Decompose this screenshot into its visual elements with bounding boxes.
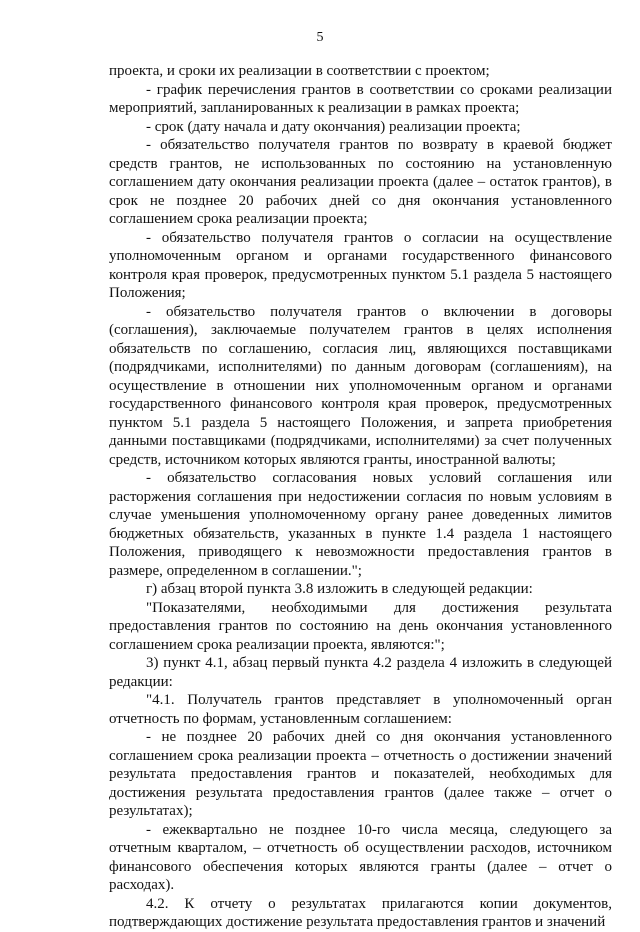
- paragraph: "4.1. Получатель грантов представляет в уполномоченный орган отчетность по формам, установленным соглашением:: [109, 692, 612, 727]
- paragraph: - обязательство получателя грантов о согласии на осуществление уполномоченным органом и органами государственного финансового контроля края проверок, предусмотренных пунктом 5.1 раздела 5 настоящего Положения;: [109, 229, 612, 301]
- page-number: 5: [316, 30, 324, 45]
- paragraph: проекта, и сроки их реализации в соответствии с проектом;: [109, 63, 490, 79]
- document-body: [109, 62, 612, 932]
- paragraph: г) абзац второй пункта 3.8 изложить в следующей редакции:: [146, 581, 533, 597]
- paragraph: - ежеквартально не позднее 10-го числа месяца, следующего за отчетным кварталом, – отчетность об осуществлении расходов, источником финансового обеспечения которых являются гранты (далее – отчет о расходах).: [109, 821, 612, 893]
- paragraph: 3) пункт 4.1, абзац первый пункта 4.2 раздела 4 изложить в следующей редакции:: [109, 655, 612, 690]
- paragraph: "Показателями, необходимыми для достижения результата предоставления грантов по состоянию на день окончания установленного соглашением срока реализации проекта, являются:";: [109, 599, 612, 653]
- paragraph: 4.2. К отчету о результатах прилагаются копии документов, подтверждающих достижение результата предоставления грантов и значений: [109, 895, 612, 930]
- paragraph: - обязательство получателя грантов о включении в договоры (соглашения), заключаемые получателем грантов в целях исполнения обязательств по соглашению, согласия лиц, являющихся поставщиками (подрядчиками, исполнителями) по данным договорам (соглашениям), на осуществление в отношении них уполномоченным органом и органами государственного финансового контроля края проверок, предусмотренных пунктом 5.1 раздела 5 настоящего Положения, и запрета приобретения данными поставщиками (подрядчиками, исполнителями) за счет полученных средств, источником которых являются гранты, иностранной валюты;: [109, 303, 612, 468]
- paragraph: - срок (дату начала и дату окончания) реализации проекта;: [146, 118, 521, 135]
- paragraph: - обязательство согласования новых условий соглашения или расторжения соглашения при недостижении согласия по новым условиям в случае уменьшения уполномоченному органу ранее доведенных лимитов бюджетных обязательств, указанных в пункте 1.4 раздела 1 настоящего Положения, приводящего к невозможности предоставления грантов в размере, определенном в соглашении.";: [109, 470, 612, 579]
- paragraph: - график перечисления грантов в соответствии со сроками реализации мероприятий, запланированных к реализации в рамках проекта;: [109, 81, 612, 116]
- paragraph: - не позднее 20 рабочих дней со дня окончания установленного соглашением срока реализации проекта – отчетность о достижении значений результата предоставления грантов и показателей, необходимых для достижения результата предоставления грантов (далее также – отчет о результатах);: [109, 729, 612, 819]
- paragraph: - обязательство получателя грантов по возврату в краевой бюджет средств грантов, не использованных по состоянию на установленную соглашением дату окончания реализации проекта (далее – остаток грантов), в срок не позднее 20 рабочих дней со дня окончания установленного соглашением срока реализации проекта;: [109, 137, 612, 227]
